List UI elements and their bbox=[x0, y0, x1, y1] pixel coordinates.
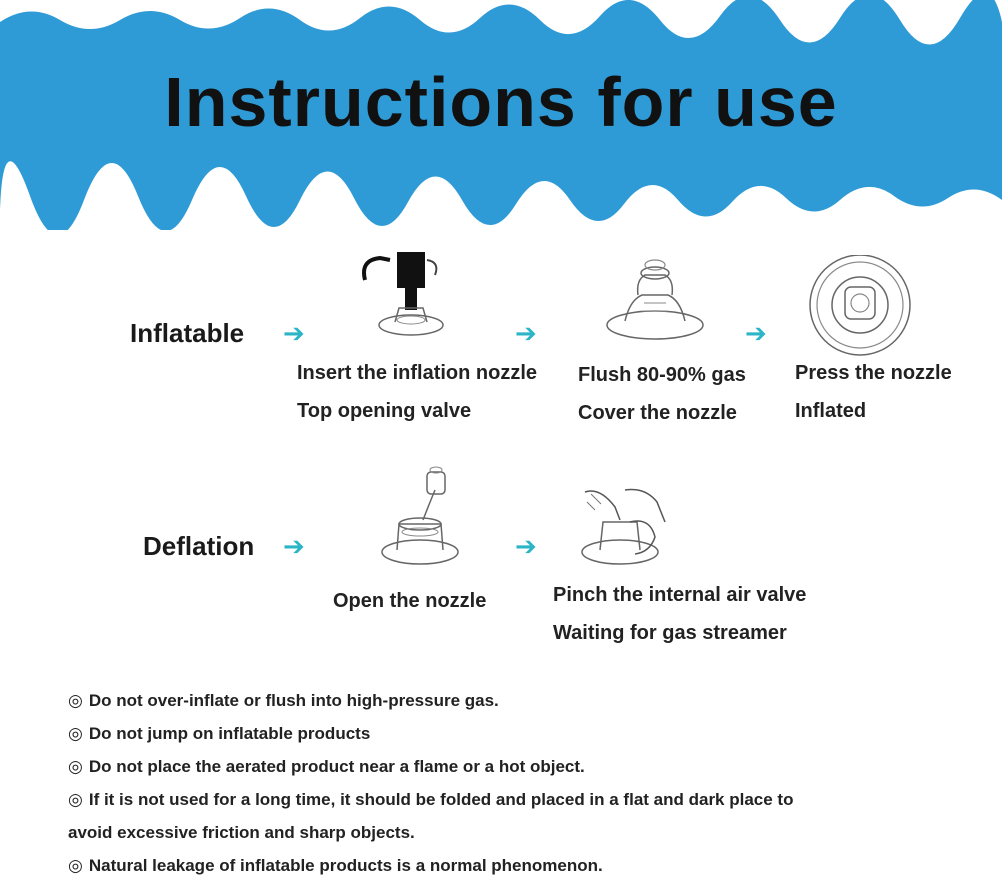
arrow-icon: ➔ bbox=[283, 318, 305, 348]
arrow-icon: ➔ bbox=[283, 531, 305, 561]
page-title: Instructions for use bbox=[164, 63, 838, 141]
bullet-icon: ◎ bbox=[68, 691, 83, 710]
note-item bbox=[68, 717, 948, 750]
note-text: avoid excessive friction and sharp objects. bbox=[68, 823, 415, 842]
pinch-valve-hand-icon bbox=[575, 482, 675, 572]
valve-nozzle-icon bbox=[600, 255, 710, 345]
step-text: Open the nozzle bbox=[333, 590, 487, 612]
step-text: Press the nozzle bbox=[795, 362, 952, 384]
open-nozzle-icon bbox=[375, 462, 475, 572]
arrow-icon: ➔ bbox=[515, 531, 537, 561]
bullet-icon: ◎ bbox=[68, 724, 83, 743]
step-text: Waiting for gas streamer bbox=[553, 622, 787, 644]
bullet-icon: ◎ bbox=[68, 790, 83, 809]
deflation-step-1 bbox=[333, 582, 486, 620]
inflation-pump-nozzle-icon bbox=[355, 250, 455, 345]
step-text: Flush 80-90% gas bbox=[578, 364, 746, 386]
bullet-icon: ◎ bbox=[68, 856, 83, 875]
bullet-icon: ◎ bbox=[68, 757, 83, 776]
inflatable-label: Inflatable bbox=[130, 318, 245, 348]
note-text: Natural leakage of inflatable products is a normal phenomenon. bbox=[88, 856, 603, 875]
note-text: Do not place the aerated product near a flame or a hot object. bbox=[88, 757, 585, 776]
inflatable-step-1 bbox=[297, 354, 537, 430]
note-item bbox=[68, 750, 948, 783]
note-item bbox=[68, 783, 948, 816]
note-text: Do not over-inflate or flush into high-pressure gas. bbox=[88, 691, 499, 710]
inflatable-step-2 bbox=[578, 356, 746, 432]
note-item bbox=[68, 684, 948, 717]
step-text: Cover the nozzle bbox=[578, 402, 737, 424]
step-text: Inflated bbox=[795, 400, 867, 422]
note-text: Do not jump on inflatable products bbox=[88, 724, 371, 743]
step-text: Insert the inflation nozzle bbox=[297, 362, 538, 384]
deflation-label: Deflation bbox=[143, 531, 255, 561]
note-item bbox=[68, 849, 948, 882]
pressed-nozzle-top-view-icon bbox=[805, 255, 915, 360]
step-text: Top opening valve bbox=[297, 400, 472, 422]
inflatable-step-3 bbox=[795, 354, 952, 430]
note-text: If it is not used for a long time, it should be folded and placed in a flat and dark place to bbox=[88, 790, 794, 809]
step-text: Pinch the internal air valve bbox=[553, 584, 807, 606]
notes-list bbox=[68, 684, 948, 882]
deflation-step-2 bbox=[553, 576, 806, 652]
note-continuation bbox=[68, 816, 948, 849]
arrow-icon: ➔ bbox=[515, 318, 537, 348]
arrow-icon: ➔ bbox=[745, 318, 767, 348]
